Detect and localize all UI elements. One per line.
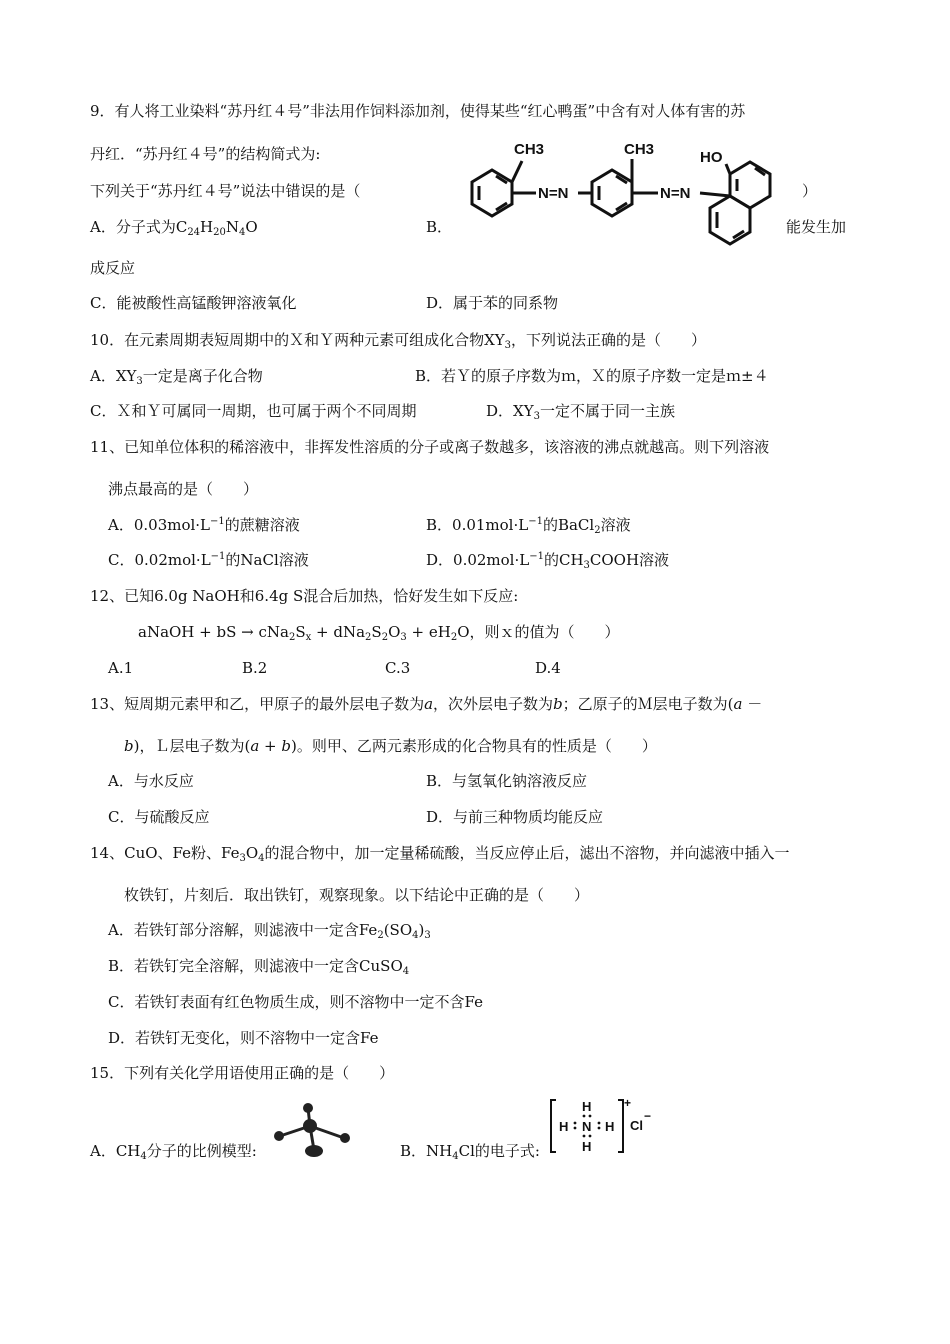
- q10-option-b: B．若Ｙ的原子序数为ｍ，Ｘ的原子序数一定是ｍ±４: [415, 367, 769, 385]
- q9-option-d: D．属于苯的同系物: [426, 294, 559, 312]
- q12-option-b: B.2: [242, 659, 268, 677]
- ch3-label-1: CH3: [514, 141, 545, 158]
- q10-option-d: D．$XY_3$一定不属于同一主族: [486, 402, 675, 422]
- q10-option-a: A．$XY_3$一定是离子化合物: [90, 367, 263, 387]
- q11-option-c: C．$0.02mol\cdot L^{-1}$的NaCl溶液: [108, 551, 309, 569]
- q9-option-b: B．: [426, 218, 453, 236]
- azo-label-2: N=N: [660, 185, 691, 202]
- q10-stem: 10．在元素周期表短周期中的Ｘ和Ｙ两种元素可组成化合物$XY_3$，下列说法正确的是（ ）: [90, 331, 707, 351]
- q9-option-a: A．分子式为$C_{24}H_{20}N_4O$: [90, 218, 258, 238]
- q14-stem-line1: 14、CuO、Fe粉、$Fe_3O_4$的混合物中，加一定量稀硫酸，当反应停止后，滤出不溶物，并向滤液中插入一: [90, 844, 790, 864]
- q14-option-a: A．若铁钉部分溶解，则滤液中一定含$Fe_2(SO_4)_3$: [108, 921, 431, 941]
- ed-h-bottom: H: [582, 1139, 592, 1154]
- ch4-ball-stick-model: [266, 1100, 358, 1160]
- q13-stem-line1: 13、短周期元素甲和乙，甲原子的最外层电子数为a，次外层电子数为b；乙原子的Ｍ层电子数为(a －: [90, 695, 763, 713]
- q12-option-a: A.1: [108, 659, 134, 677]
- azo-label-1: N=N: [538, 185, 569, 202]
- q11-stem-line1: 11、已知单位体积的稀溶液中，非挥发性溶质的分子或离子数越多，该溶液的沸点就越高。则下列溶液: [90, 438, 770, 456]
- q13-option-a: A．与水反应: [108, 772, 194, 790]
- hydroxyl-label: HO: [700, 149, 723, 166]
- q9-option-b-cont: 成反应: [90, 259, 136, 277]
- q9-stem-close: ）: [802, 182, 818, 200]
- q13-stem-line2: b)，Ｌ层电子数为(a + b)。则甲、乙两元素形成的化合物具有的性质是（ ）: [124, 737, 657, 755]
- nh4cl-electron-formula: [546, 1096, 656, 1158]
- sudan-red-structure: [460, 132, 800, 264]
- q12-stem: 12、已知6.0g NaOH和6.4g S混合后加热，恰好发生如下反应:: [90, 587, 519, 605]
- ed-h-left: H: [559, 1119, 569, 1134]
- q12-equation: aNaOH + bS → $cNa_2S_x + dNa_2S_2O_3 + eH_2O$，则ｘ的值为（ ）: [138, 623, 620, 643]
- q15-option-b: B．$NH_4Cl$的电子式:: [400, 1142, 540, 1162]
- q9-stem-line1: 9．有人将工业染料“苏丹红４号”非法用作饲料添加剂，使得某些“红心鸭蛋”中含有对人体有害的苏: [90, 102, 746, 120]
- q14-option-b: B．若铁钉完全溶解，则滤液中一定含CuSO$_4$: [108, 957, 410, 977]
- q11-option-b: B．$0.01mol\cdot L^{-1}$的BaCl$_2$溶液: [426, 516, 631, 536]
- q11-option-a: A．$0.03mol\cdot L^{-1}$的蔗糖溶液: [108, 516, 300, 534]
- q12-option-c: C.3: [385, 659, 411, 677]
- q14-stem-line2: 枚铁钉，片刻后．取出铁钉，观察现象。以下结论中正确的是（ ）: [124, 886, 590, 904]
- ed-cl: Cl: [630, 1118, 643, 1133]
- ed-h-right: H: [605, 1119, 615, 1134]
- q15-option-a: A．$CH_4$分子的比例模型:: [90, 1142, 257, 1162]
- q13-option-c: C．与硫酸反应: [108, 808, 210, 826]
- q14-option-c: C．若铁钉表面有红色物质生成，则不溶物中一定不含Fe: [108, 993, 483, 1011]
- q10-option-c: C．Ｘ和Ｙ可属同一周期，也可属于两个不同周期: [90, 402, 417, 420]
- ed-n-center: N: [582, 1119, 592, 1134]
- ch3-label-2: CH3: [624, 141, 655, 158]
- q11-option-d: D．$0.02mol\cdot L^{-1}$的$CH_3COOH$溶液: [426, 551, 670, 571]
- ed-h-top: H: [582, 1099, 592, 1114]
- q9-option-b-tail: 能发生加: [786, 218, 847, 236]
- q13-option-b: B．与氢氧化钠溶液反应: [426, 772, 588, 790]
- q9-stem-line2: 丹红．“苏丹红４号”的结构简式为:: [90, 145, 321, 163]
- q13-option-d: D．与前三种物质均能反应: [426, 808, 604, 826]
- q9-stem-line3: 下列关于“苏丹红４号”说法中错误的是（: [90, 182, 361, 200]
- ed-plus: +: [624, 1096, 632, 1110]
- q14-option-d: D．若铁钉无变化，则不溶物中一定含Fe: [108, 1029, 379, 1047]
- q11-stem-line2: 沸点最高的是（ ）: [108, 480, 259, 498]
- q15-stem: 15．下列有关化学用语使用正确的是（ ）: [90, 1064, 395, 1082]
- ed-minus: −: [644, 1109, 652, 1123]
- q9-option-c: C．能被酸性高锰酸钾溶液氧化: [90, 294, 297, 312]
- q12-option-d: D.4: [535, 659, 561, 677]
